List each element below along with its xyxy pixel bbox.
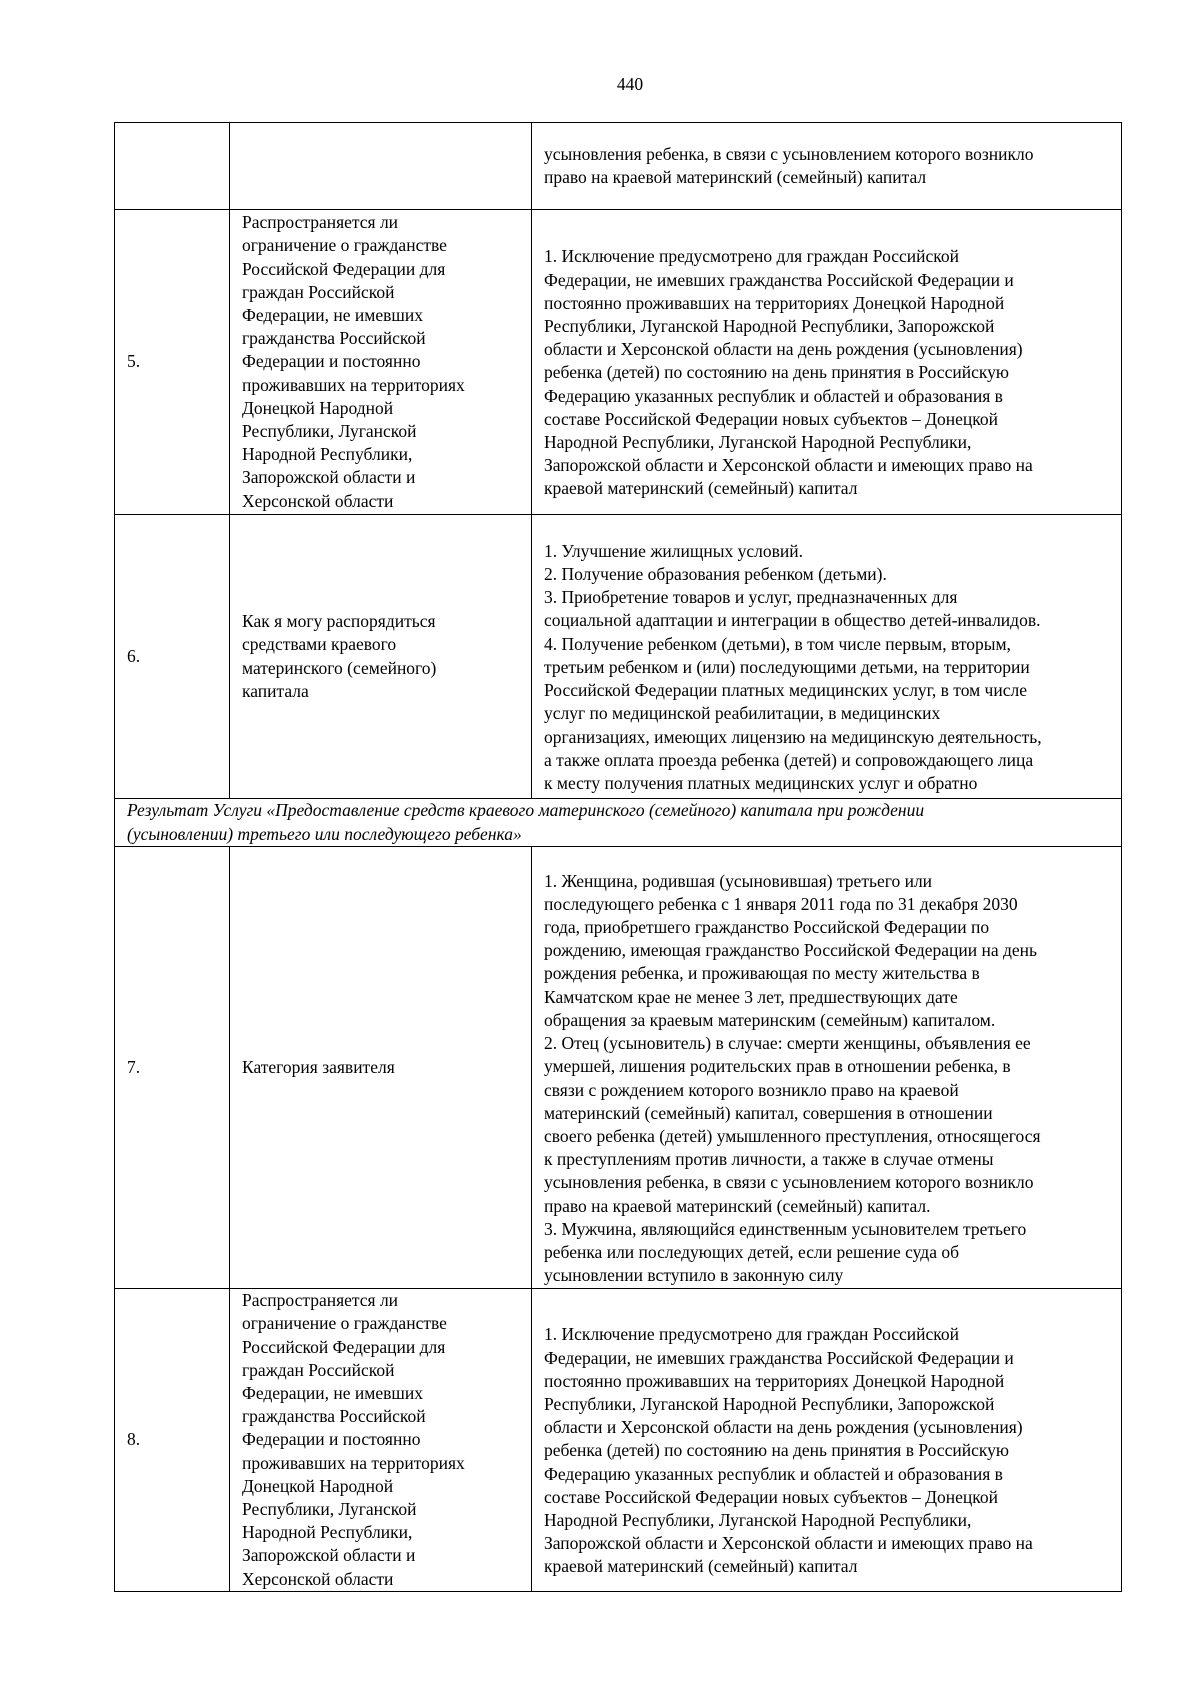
answer-line: своего ребенка (детей) умышленного преступления, относящегося [544, 1125, 1041, 1146]
answer-line: усыновлении вступило в законную силу [544, 1265, 844, 1286]
answer-line: Народной Республики, Луганской Народной Республики, [544, 432, 972, 452]
answer-line: Республики, Луганской Народной Республики, Запорожской [544, 315, 995, 336]
question-line: Донецкой Народной [242, 397, 394, 418]
question-line: Запорожской области и [242, 1545, 416, 1566]
answer-line: Российской Федерации платных медицинских услуг, в том числе [544, 680, 1027, 701]
question-line: проживавших на территориях [242, 1452, 465, 1473]
answer-line: 1. Женщина, родившая (усыновившая) третьего или [544, 870, 933, 891]
services-faq-table [114, 122, 1122, 1592]
answer-line: ребенка (детей) по состоянию на день принятия в Российскую [544, 362, 1009, 383]
question-line: капитала [242, 680, 309, 701]
question-line: граждан Российской [242, 281, 395, 302]
answer-cell [532, 210, 1122, 515]
section-heading-line: Результат Услуги «Предоставление средств краевого материнского (семейного) капитала при рождении [127, 800, 925, 821]
answer-line: Камчатском крае не менее 3 лет, предшествующих дате [544, 986, 958, 1007]
answer-line: Запорожской области и Херсонской области и имеющих право на [544, 1533, 1033, 1554]
answer-line: постоянно проживавших на территориях Донецкой Народной [544, 1370, 1005, 1391]
question-cell [230, 515, 532, 799]
answer-line: постоянно проживавших на территориях Донецкой Народной [544, 292, 1005, 313]
question-line: Распространяется ли [242, 212, 399, 233]
answer-cell [532, 123, 1122, 210]
answer-line: 2. Получение образования ребенком (детьми). [544, 564, 887, 585]
number-cell-empty [115, 123, 230, 210]
answer-line: составе Российской Федерации новых субъектов – Донецкой [544, 408, 999, 429]
question-cell [230, 1289, 532, 1592]
row-number: 5. [115, 210, 230, 515]
question-line: Республики, Луганской [242, 421, 417, 441]
answer-cell [532, 1289, 1122, 1592]
section-heading [115, 799, 1122, 847]
answer-line: последующего ребенка с 1 января 2011 года по 31 декабря 2030 [544, 893, 1018, 914]
section-heading-line: (усыновлении) третьего или последующего ребенка» [127, 823, 522, 844]
answer-line: рождения ребенка, и проживающая по месту жительства в [544, 963, 980, 984]
table-row-8 [115, 1289, 1122, 1592]
question-line: Республики, Луганской [242, 1499, 417, 1519]
question-line: материнского (семейного) [242, 657, 437, 678]
question-line: Как я могу распорядиться [242, 611, 436, 632]
answer-line: умершей, лишения родительских прав в отношении ребенка, в [544, 1056, 1011, 1077]
answer-line: области и Херсонской области на день рождения (усыновления) [544, 1417, 1023, 1438]
answer-line: усыновления ребенка, в связи с усыновлением которого возникло [544, 143, 1034, 164]
question-line: Федерации, не имевших [242, 1382, 423, 1403]
answer-line: социальной адаптации и интеграции в общество детей-инвалидов. [544, 610, 1041, 631]
answer-line: Запорожской области и Херсонской области и имеющих право на [544, 455, 1033, 476]
question-cell [230, 210, 532, 515]
answer-line: краевой материнский (семейный) капитал [544, 478, 858, 499]
question-line: Категория заявителя [242, 1056, 395, 1077]
question-line: гражданства Российской [242, 328, 426, 349]
answer-line: краевой материнский (семейный) капитал [544, 1556, 858, 1577]
answer-line: Федерации, не имевших гражданства Российской Федерации и [544, 1347, 1014, 1368]
question-line: Российской Федерации для [242, 1336, 446, 1357]
answer-line: 1. Исключение предусмотрено для граждан Российской [544, 1324, 960, 1345]
question-cell [230, 847, 532, 1289]
answer-line: усыновления ребенка, в связи с усыновлением которого возникло [544, 1172, 1034, 1193]
question-line: Донецкой Народной [242, 1475, 394, 1496]
answer-line: 3. Мужчина, являющийся единственным усыновителем третьего [544, 1218, 1027, 1239]
answer-line: право на краевой материнский (семейный) капитал [544, 167, 927, 187]
answer-line: Федерацию указанных республик и областей и образования в [544, 1463, 1003, 1484]
answer-line: 1. Исключение предусмотрено для граждан Российской [544, 246, 960, 267]
answer-line: материнский (семейный) капитал, совершения в отношении [544, 1102, 993, 1123]
question-line: Народной Республики, [242, 1522, 413, 1543]
row-number: 8. [115, 1289, 230, 1592]
answer-line: составе Российской Федерации новых субъектов – Донецкой [544, 1486, 999, 1507]
question-cell-empty [230, 123, 532, 210]
answer-line: Народной Республики, Луганской Народной Республики, [544, 1510, 972, 1530]
answer-line: Федерацию указанных республик и областей и образования в [544, 385, 1003, 406]
row-number: 6. [115, 515, 230, 799]
answer-line: 4. Получение ребенком (детьми), в том числе первым, вторым, [544, 633, 1011, 654]
answer-line: к преступлениям против личности, а также в случае отмены [544, 1149, 994, 1170]
answer-line: ребенка (детей) по состоянию на день принятия в Российскую [544, 1440, 1009, 1461]
answer-line: Республики, Луганской Народной Республики, Запорожской [544, 1393, 995, 1414]
question-line: средствами краевого [242, 634, 397, 655]
question-line: Запорожской области и [242, 467, 416, 488]
question-line: Федерации и постоянно [242, 351, 421, 372]
section-heading-row [115, 799, 1122, 847]
answer-line: связи с рождением которого возникло право на краевой [544, 1079, 959, 1100]
question-line: Херсонской области [242, 490, 394, 511]
answer-line: ребенка или последующих детей, если решение суда об [544, 1241, 959, 1262]
answer-line: обращения за краевым материнским (семейным) капиталом. [544, 1009, 996, 1030]
question-line: проживавших на территориях [242, 374, 465, 395]
answer-line: услуг по медицинской реабилитации, в медицинских [544, 703, 941, 724]
table-row-7 [115, 847, 1122, 1289]
question-line: ограничение о гражданстве [242, 1313, 447, 1334]
answer-line: 2. Отец (усыновитель) в случае: смерти женщины, объявления ее [544, 1033, 1031, 1054]
question-line: гражданства Российской [242, 1406, 426, 1427]
answer-line: 3. Приобретение товаров и услуг, предназначенных для [544, 587, 958, 608]
answer-line: организациях, имеющих лицензию на медицинскую деятельность, [544, 726, 1042, 747]
table-row-continuation [115, 123, 1122, 210]
answer-line: право на краевой материнский (семейный) капитал. [544, 1195, 931, 1216]
row-number: 7. [115, 847, 230, 1289]
answer-line: а также оплата проезда ребенка (детей) и сопровождающего лица [544, 749, 1034, 770]
answer-cell [532, 515, 1122, 799]
answer-line: года, приобретшего гражданство Российской Федерации по [544, 917, 990, 938]
answer-line: к месту получения платных медицинских услуг и обратно [544, 772, 978, 793]
question-line: Народной Республики, [242, 444, 413, 465]
answer-line: 1. Улучшение жилищных условий. [544, 540, 803, 561]
page-number: 440 [616, 74, 644, 94]
answer-line: Федерации, не имевших гражданства Российской Федерации и [544, 269, 1014, 290]
table-row-6 [115, 515, 1122, 799]
answer-line: рождению, имеющая гражданство Российской Федерации на день [544, 940, 1037, 961]
table-row-5 [115, 210, 1122, 515]
question-line: граждан Российской [242, 1359, 395, 1380]
question-line: Российской Федерации для [242, 258, 446, 279]
answer-cell [532, 847, 1122, 1289]
answer-line: третьим ребенком и (или) последующими детьми, на территории [544, 656, 1030, 677]
question-line: Федерации, не имевших [242, 304, 423, 325]
question-line: Распространяется ли [242, 1290, 399, 1311]
question-line: Федерации и постоянно [242, 1429, 421, 1450]
question-line: Херсонской области [242, 1568, 394, 1589]
question-line: ограничение о гражданстве [242, 235, 447, 256]
answer-line: области и Херсонской области на день рождения (усыновления) [544, 339, 1023, 360]
